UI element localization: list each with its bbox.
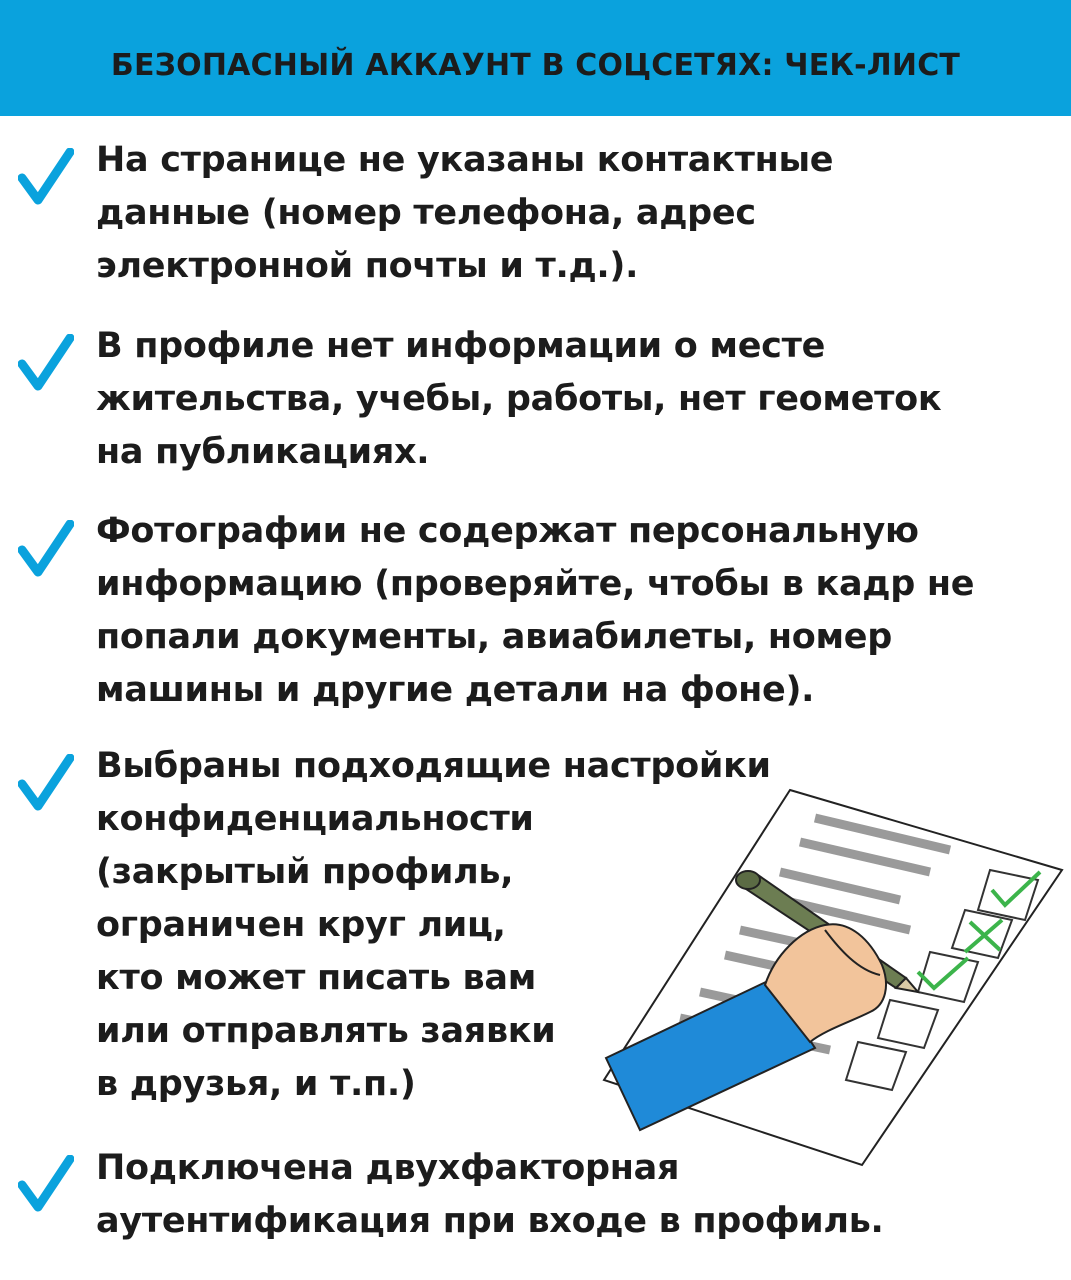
page-title: БЕЗОПАСНЫЙ АККАУНТ В СОЦСЕТЯХ: ЧЕК-ЛИСТ [110,47,961,83]
checkmark-icon [18,754,74,818]
checklist-item-text: На странице не указаны контактные данные (номер телефона, адрес электронной почты и т.д.). [96,140,834,286]
checklist-item-text: Выбраны подходящие настройки конфиденциальности (закрытый профиль, ограничен круг лиц, кто может писать вам или отправлять заявки в друзья, и т.п.) [96,746,771,1104]
checkmark-icon [18,520,74,584]
checkmark-icon [18,148,74,212]
checkmark-icon [18,334,74,398]
checklist-item-text: Подключена двухфакторная аутентификация при входе в профиль. [96,1148,884,1241]
header-banner [0,0,1071,116]
checkmark-icon [18,1155,74,1219]
checklist-item-text: В профиле нет информации о месте жительства, учебы, работы, нет геометок на публикациях. [96,326,942,472]
checklist-item-text: Фотографии не содержат персональную информацию (проверяйте, чтобы в кадр не попали документы, авиабилеты, номер машины и другие детали на фоне). [96,511,975,710]
